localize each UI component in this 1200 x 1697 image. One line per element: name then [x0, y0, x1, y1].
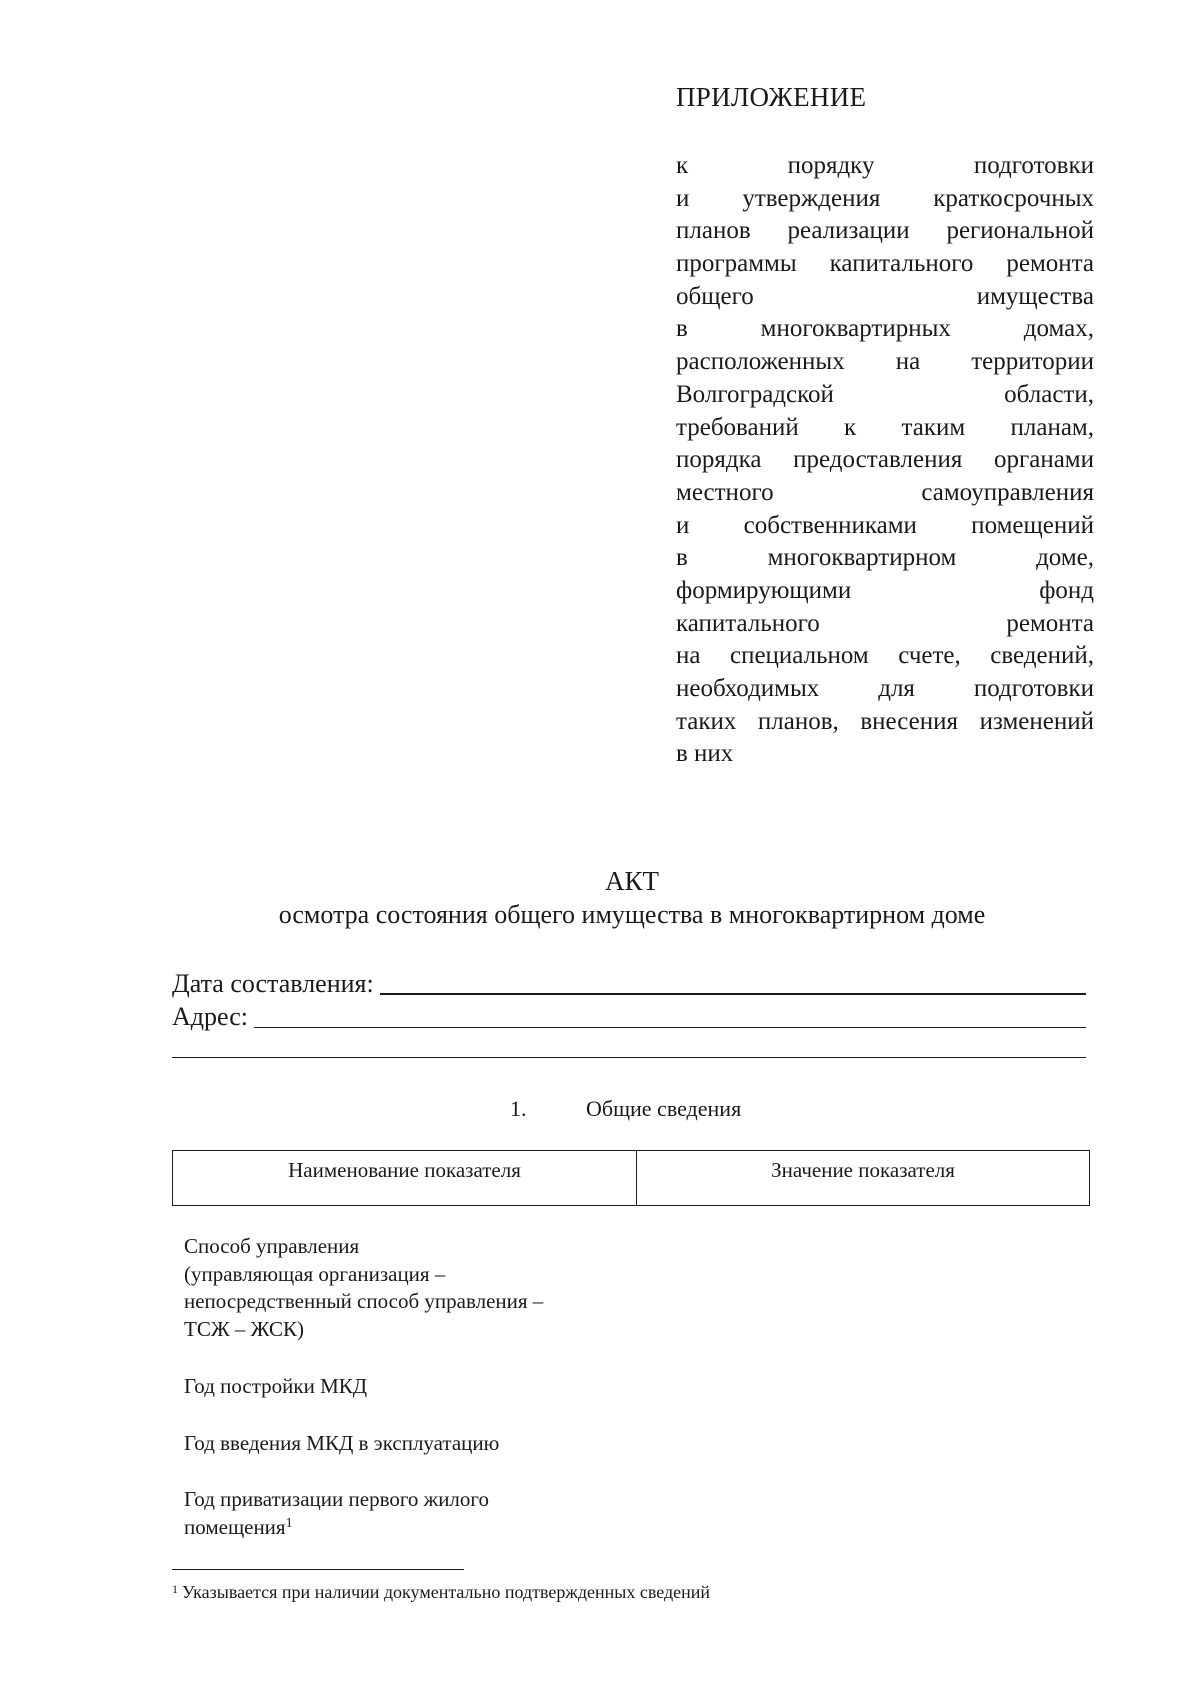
footnote-reference[interactable]: 1 — [285, 1515, 293, 1531]
preamble-line: к порядку подготовки — [676, 152, 1094, 179]
address-label: Адрес: — [172, 1002, 248, 1031]
preamble-line: местного самоуправления — [676, 478, 1094, 506]
footnote-separator — [172, 1569, 464, 1570]
row-text: помещения — [184, 1514, 286, 1539]
row-text-line: ТСЖ – ЖСК) — [184, 1316, 304, 1341]
row-text-line: (управляющая организация – — [184, 1261, 446, 1286]
footnote-text: Указывается при наличии документально подтвержденных сведений — [182, 1582, 711, 1602]
act-title: АКТ — [605, 866, 659, 896]
preamble-line: формирующими фонд — [676, 576, 1094, 604]
row-text-line-with-ref — [184, 1514, 624, 1542]
preamble-line: капитального ремонта — [676, 609, 1094, 637]
row-commissioning-year — [184, 1430, 624, 1458]
section-title: Общие сведения — [586, 1096, 742, 1121]
column-header-indicator-name: Наименование показателя — [173, 1151, 637, 1205]
preamble-line: планов реализации региональной — [676, 217, 1094, 245]
address-blank-line — [254, 1001, 1086, 1028]
act-subtitle: осмотра состояния общего имущества в многоквартирном доме — [278, 900, 986, 929]
section-heading — [510, 1095, 741, 1123]
column-header-indicator-value: Значение показателя — [771, 1158, 955, 1182]
preamble-line: на специальном счете, сведений, — [676, 642, 1094, 670]
appendix-title: ПРИЛОЖЕНИЕ — [676, 82, 867, 112]
preamble-line: в многоквартирных домах, — [676, 315, 1094, 343]
address-field — [172, 998, 1086, 1032]
section-number: 1. — [510, 1096, 527, 1121]
preamble-line: требований к таким планам, — [676, 413, 1094, 441]
row-management-method — [184, 1233, 624, 1343]
preamble-line: в многоквартирном доме, — [676, 544, 1094, 572]
date-field — [172, 965, 1086, 999]
preamble-line: в них — [676, 740, 734, 768]
date-label: Дата составления: — [172, 969, 374, 998]
preamble-line: Волгоградской области, — [676, 380, 1094, 408]
preamble-line: программы капитального ремонта — [676, 250, 1094, 278]
row-privatization-year — [184, 1486, 624, 1541]
indicator-table-header — [172, 1150, 1090, 1206]
preamble-line: общего имущества — [676, 282, 1094, 310]
preamble-line: расположенных на территории — [676, 348, 1094, 376]
address-continuation-line — [172, 1057, 1086, 1058]
footnote — [172, 1580, 710, 1604]
row-construction-year — [184, 1373, 624, 1401]
preamble-line: и утверждения краткосрочных — [676, 184, 1094, 212]
preamble-line: и собственниками помещений — [676, 511, 1094, 539]
row-text-line: Год введения МКД в эксплуатацию — [184, 1431, 500, 1455]
appendix-preamble — [676, 150, 1094, 771]
preamble-line: таких планов, внесения изменений — [676, 707, 1094, 735]
row-text-line: Год приватизации первого жилого — [184, 1487, 490, 1511]
preamble-line: порядка предоставления органами — [676, 446, 1094, 474]
row-text-line: непосредственный способ управления – — [184, 1289, 544, 1313]
footnote-mark: 1 — [172, 1581, 178, 1596]
preamble-line: необходимых для подготовки — [676, 675, 1094, 702]
date-blank-line — [380, 967, 1086, 995]
row-text-line: Год постройки МКД — [184, 1374, 368, 1398]
row-text-line: Способ управления — [184, 1234, 360, 1258]
